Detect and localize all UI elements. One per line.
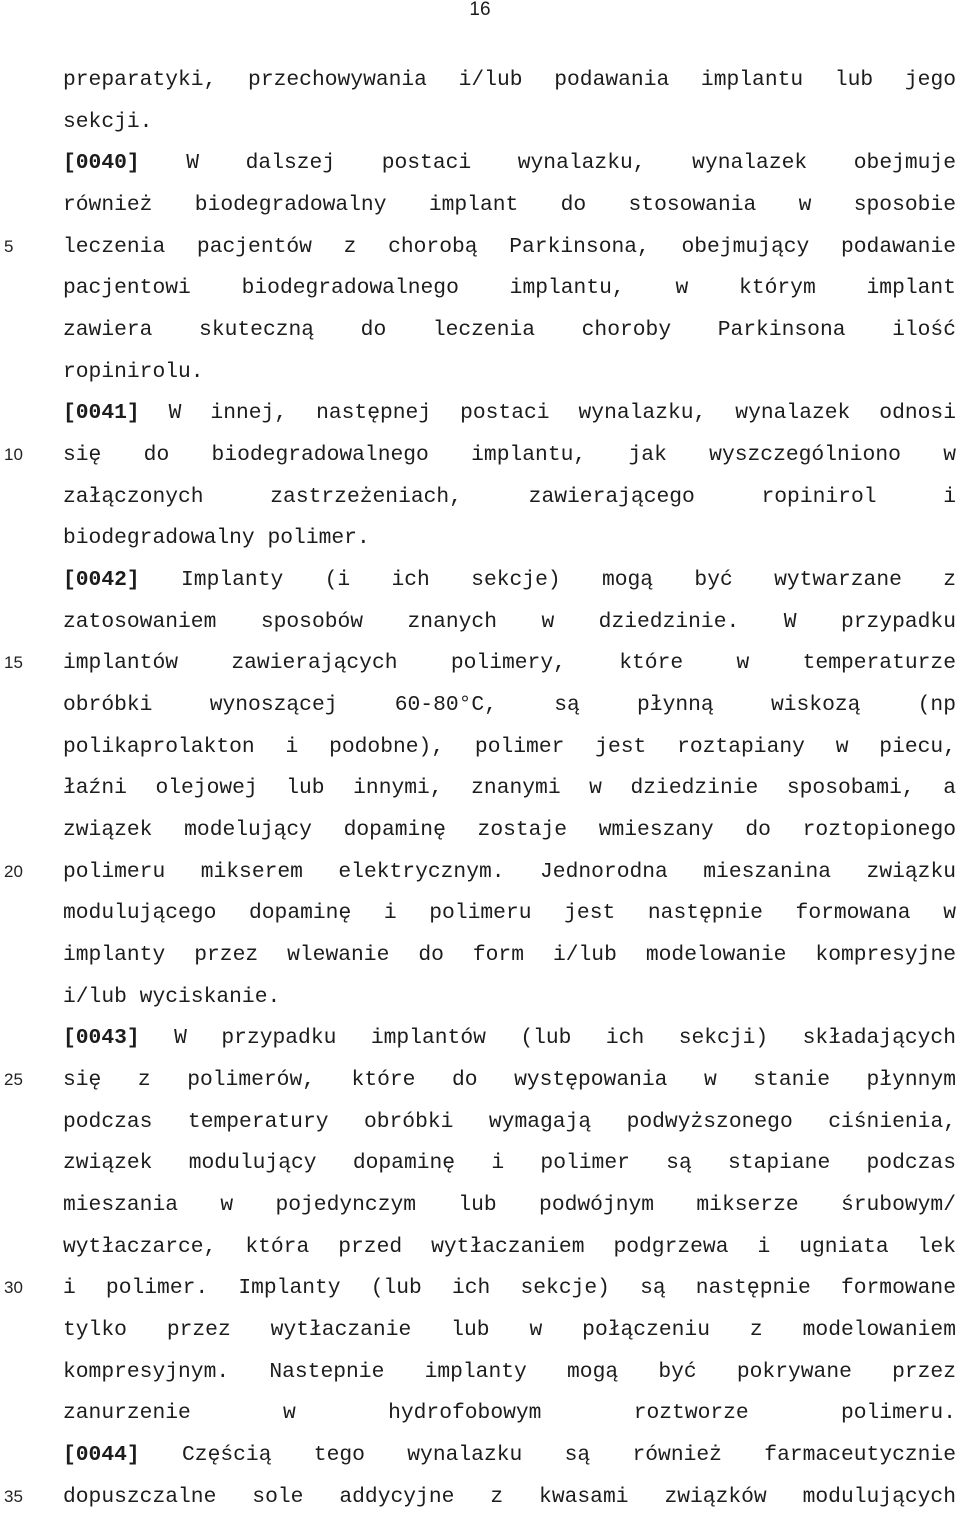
text-line bbox=[63, 1064, 956, 1096]
line-text: ropinirolu. bbox=[63, 359, 204, 384]
text-line bbox=[63, 522, 956, 554]
line-text: łaźni olejowej lub innymi, znanymi w dziedzinie sposobami, a bbox=[63, 776, 956, 801]
paragraph-reference: [0044] bbox=[63, 1443, 140, 1468]
line-text: związek modelujący dopaminę zostaje wmieszany do roztopionego bbox=[63, 818, 956, 843]
text-line bbox=[63, 1481, 956, 1513]
text-line bbox=[63, 439, 956, 471]
line-text: polikaprolakton i podobne), polimer jest roztapiany w piecu, bbox=[63, 734, 956, 759]
text-line bbox=[63, 189, 956, 221]
line-text: i polimer. Implanty (lub ich sekcje) są następnie formowane bbox=[63, 1276, 956, 1301]
text-line bbox=[63, 1314, 956, 1346]
line-text: obróbki wynoszącej 60-80°C, są płynną wiskozą (np bbox=[63, 693, 956, 718]
text-line bbox=[63, 1106, 956, 1138]
text-line bbox=[63, 1439, 956, 1471]
line-number: 15 bbox=[4, 653, 23, 673]
text-line bbox=[63, 481, 956, 513]
text-line bbox=[63, 897, 956, 929]
line-text: zawiera skuteczną do leczenia choroby Parkinsona ilość bbox=[63, 318, 956, 343]
line-text: sekcji. bbox=[63, 109, 153, 134]
line-text: polimeru mikserem elektrycznym. Jednorodna mieszanina związku bbox=[63, 859, 956, 884]
text-line bbox=[63, 1231, 956, 1263]
paragraph-reference: [0043] bbox=[63, 1026, 140, 1051]
page-number: 16 bbox=[469, 0, 491, 20]
text-line bbox=[63, 314, 956, 346]
text-line bbox=[63, 564, 956, 596]
text-line bbox=[63, 981, 956, 1013]
line-text: W dalszej postaci wynalazku, wynalazek obejmuje bbox=[139, 151, 956, 176]
line-number: 5 bbox=[4, 236, 14, 256]
line-text: pacjentowi biodegradowalnego implantu, w którym implant bbox=[63, 276, 956, 301]
line-number: 10 bbox=[4, 445, 23, 465]
text-line bbox=[63, 1189, 956, 1221]
line-number: 20 bbox=[4, 861, 23, 881]
text-line bbox=[63, 106, 956, 138]
text-line bbox=[63, 147, 956, 179]
line-text: się z polimerów, które do występowania w stanie płynnym bbox=[63, 1068, 956, 1093]
line-number: 25 bbox=[4, 1070, 23, 1090]
paragraph-reference: [0040] bbox=[63, 151, 140, 176]
line-text: podczas temperatury obróbki wymagają podwyższonego ciśnienia, bbox=[63, 1109, 956, 1134]
line-text: preparatyki, przechowywania i/lub podawania implantu lub jego bbox=[63, 68, 956, 92]
line-text: implantów zawierających polimery, które w temperaturze bbox=[63, 651, 956, 676]
line-text: W innej, następnej postaci wynalazku, wynalazek odnosi bbox=[139, 401, 956, 426]
text-line bbox=[63, 1356, 956, 1388]
line-text: załączonych zastrzeżeniach, zawierającego ropinirol i bbox=[63, 484, 956, 509]
line-text: wytłaczarce, która przed wytłaczaniem podgrzewa i ugniata lek bbox=[63, 1234, 956, 1259]
line-text: dopuszczalne sole addycyjne z kwasami związków modulujących bbox=[63, 1484, 956, 1509]
line-text: również biodegradowalny implant do stosowania w sposobie bbox=[63, 193, 956, 217]
text-line bbox=[63, 231, 956, 263]
line-text: modulującego dopaminę i polimeru jest następnie formowana w bbox=[63, 901, 956, 926]
line-text: leczenia pacjentów z chorobą Parkinsona, obejmujący podawanie bbox=[63, 234, 956, 259]
line-text: tylko przez wytłaczanie lub w połączeniu z modelowaniem bbox=[63, 1318, 956, 1343]
line-text: związek modulujący dopaminę i polimer są stapiane podczas bbox=[63, 1151, 956, 1176]
text-line bbox=[63, 1147, 956, 1179]
text-line bbox=[63, 647, 956, 679]
text-line bbox=[63, 64, 956, 96]
text-line bbox=[63, 1272, 956, 1304]
line-text: i/lub wyciskanie. bbox=[63, 984, 281, 1009]
paragraph-reference: [0042] bbox=[63, 568, 140, 593]
line-number: 35 bbox=[4, 1486, 23, 1506]
line-text: implanty przez wlewanie do form i/lub modelowanie kompresyjne bbox=[63, 943, 956, 968]
line-text: Częścią tego wynalazku są również farmaceutycznie bbox=[139, 1443, 956, 1468]
line-text: biodegradowalny polimer. bbox=[63, 526, 370, 551]
text-line bbox=[63, 356, 956, 388]
line-text: zanurzenie w hydrofobowym roztworze polimeru. bbox=[63, 1401, 956, 1426]
text-line bbox=[63, 856, 956, 888]
line-text: kompresyjnym. Nastepnie implanty mogą być pokrywane przez bbox=[63, 1359, 956, 1384]
line-text: mieszania w pojedynczym lub podwójnym mikserze śrubowym/ bbox=[63, 1193, 956, 1218]
text-line bbox=[63, 689, 956, 721]
line-text: się do biodegradowalnego implantu, jak wyszczególniono w bbox=[63, 443, 956, 468]
text-line bbox=[63, 731, 956, 763]
line-text: W przypadku implantów (lub ich sekcji) składających bbox=[139, 1026, 956, 1051]
line-number: 30 bbox=[4, 1278, 23, 1298]
text-line bbox=[63, 814, 956, 846]
paragraph-reference: [0041] bbox=[63, 401, 140, 426]
text-line bbox=[63, 939, 956, 971]
text-line bbox=[63, 606, 956, 638]
text-line bbox=[63, 1022, 956, 1054]
line-text: Implanty (i ich sekcje) mogą być wytwarzane z bbox=[139, 568, 956, 593]
line-text: zatosowaniem sposobów znanych w dziedzinie. W przypadku bbox=[63, 609, 956, 634]
text-line bbox=[63, 772, 956, 804]
text-line bbox=[63, 1397, 956, 1429]
text-line bbox=[63, 397, 956, 429]
text-line bbox=[63, 272, 956, 304]
